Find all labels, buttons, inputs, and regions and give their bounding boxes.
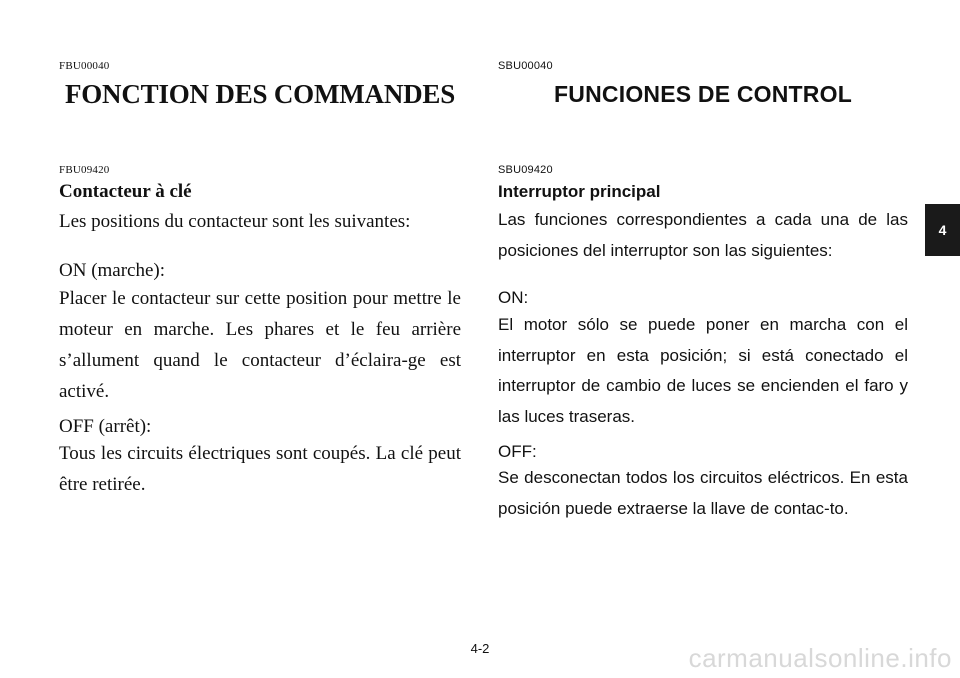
section-code: SBU00040 [498,60,553,72]
off-description: Tous les circuits électriques sont coupés. La clé peut être retirée. [59,443,461,495]
on-label: ON: [498,288,529,307]
subsection-code: FBU09420 [59,164,110,176]
off-label: OFF: [498,442,537,461]
on-label: ON (marche): [59,260,166,281]
watermark: carmanualsonline.info [688,643,952,673]
section-title: FUNCIONES DE CONTROL [554,81,852,107]
on-description: El motor sólo se puede poner en marcha con el interruptor en esta posición; si está conectado el interruptor de cambio de luces se encienden el faro y las luces traseras. [498,315,908,426]
subheading: Interruptor principal [498,182,661,201]
section-code: FBU00040 [59,60,110,72]
subheading: Contacteur à clé [59,181,192,202]
intro-text: Las funciones correspondientes a cada una de las posiciones del interruptor son las siguientes: [498,210,908,260]
page-number: 4-2 [470,641,490,656]
off-label: OFF (arrêt): [59,416,152,437]
on-description: Placer le contacteur sur cette position pour mettre le moteur en marche. Les phares et le feu arrière s’allument quand le contacteur d’éclaira-ge est activé. [59,288,461,402]
off-description: Se desconectan todos los circuitos eléctricos. En esta posición puede extraerse la llave de contac-to. [498,468,908,518]
intro-text: Les positions du contacteur sont les suivantes: [59,211,411,232]
subsection-code: SBU09420 [498,164,553,176]
section-title: FONCTION DES COMMANDES [64,79,456,109]
chapter-tab: 4 [925,204,960,256]
